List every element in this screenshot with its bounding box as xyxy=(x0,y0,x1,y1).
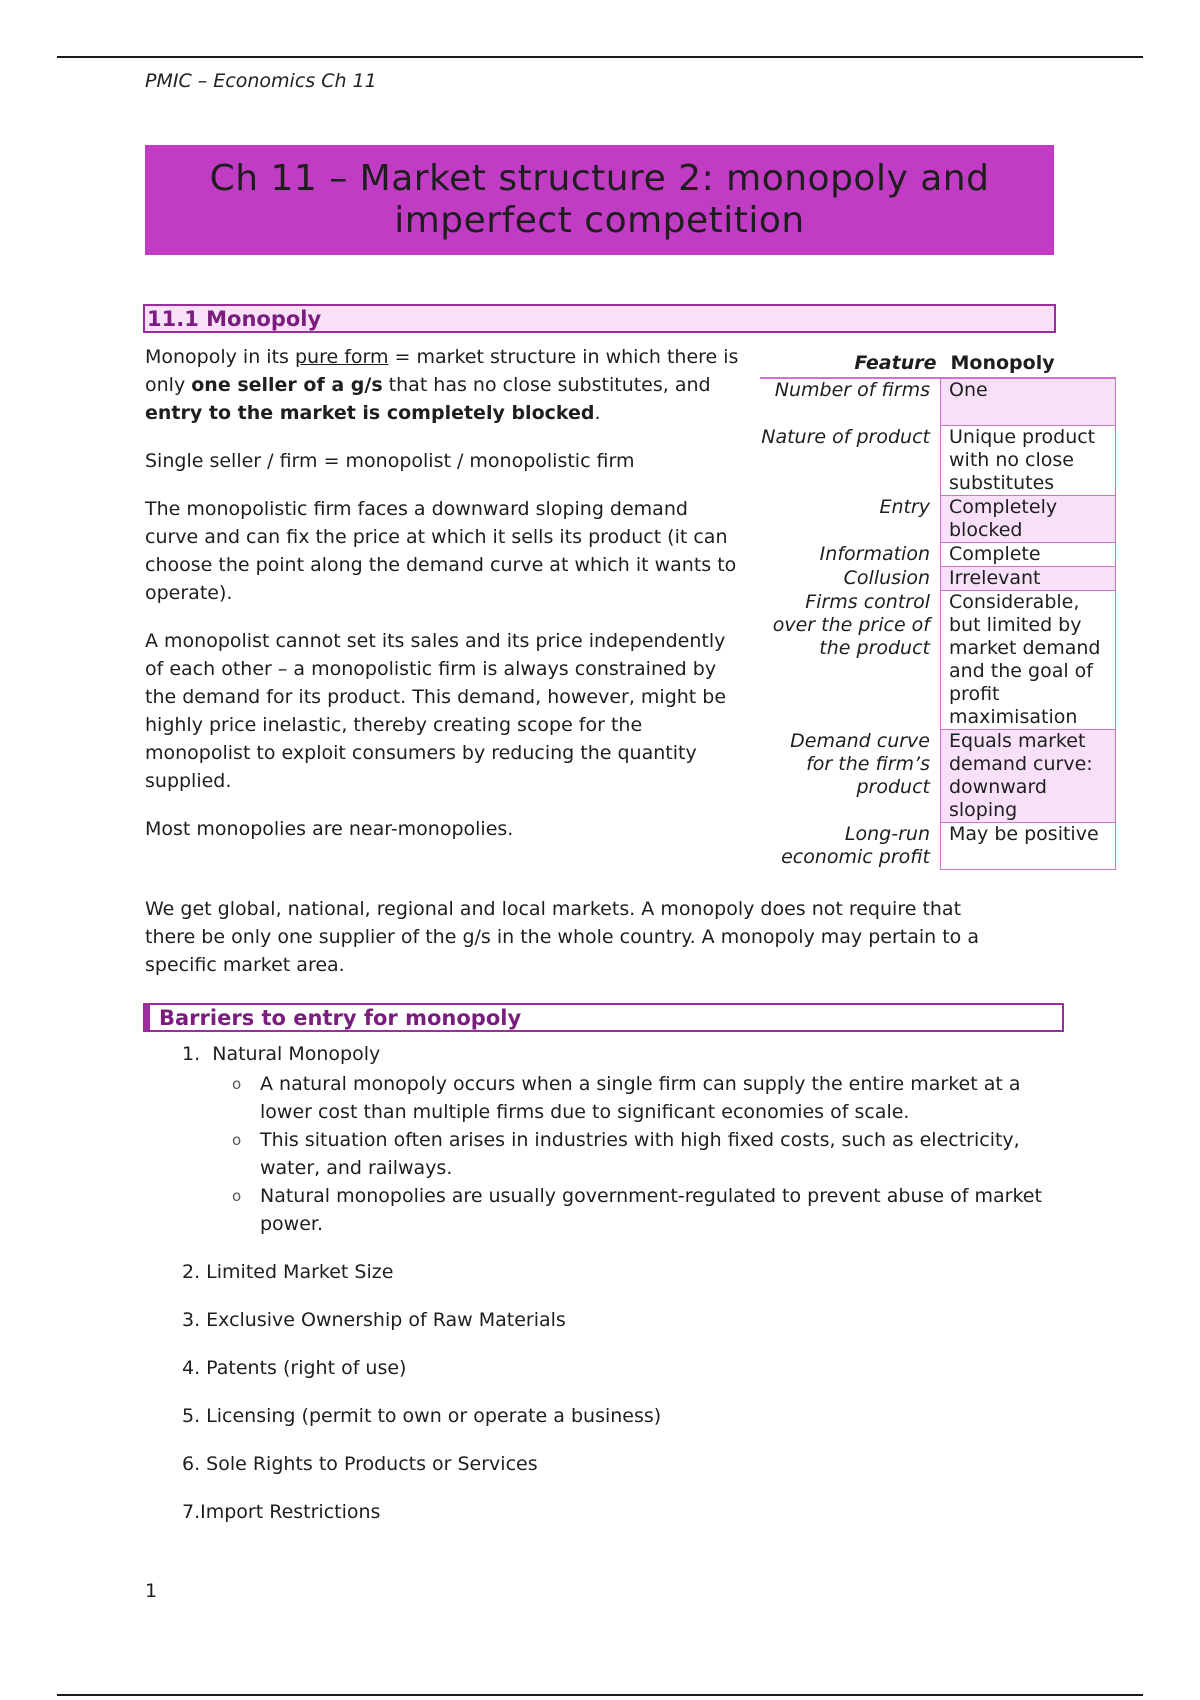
page-number: 1 xyxy=(145,1580,158,1602)
bottom-rule xyxy=(57,1694,1143,1696)
list-item: 2. Limited Market Size xyxy=(182,1261,394,1283)
table-row: Collusion Irrelevant xyxy=(760,567,1116,591)
list-item: 3. Exclusive Ownership of Raw Materials xyxy=(182,1309,566,1331)
list-item: 6. Sole Rights to Products or Services xyxy=(182,1453,538,1475)
paragraph-demand-curve: The monopolistic firm faces a downward sloping demand curve and can fix the price at which it sells its product (it can choose the point along the demand curve at which it wants to operate). xyxy=(145,498,737,604)
list-item: 1. Natural Monopoly xyxy=(182,1043,381,1065)
list-item: 5. Licensing (permit to own or operate a business) xyxy=(182,1405,662,1427)
table-row: Nature of product Unique product with no close substitutes xyxy=(760,426,1116,496)
section-heading-11-1: 11.1 Monopoly xyxy=(143,304,1056,333)
list-item: o A natural monopoly occurs when a single firm can supply the entire market at a lower cost than multiple firms due to significant economies of scale. xyxy=(182,1070,1062,1126)
natural-monopoly-sublist xyxy=(182,1070,1062,1238)
table-row: Firms control over the price of the product Considerable, but limited by market demand and the goal of profit maximisation xyxy=(760,591,1116,730)
chapter-title: Ch 11 – Market structure 2: monopoly and imperfect competition xyxy=(209,158,990,241)
table-header-monopoly: Monopoly xyxy=(941,352,1116,378)
table-row: Demand curve for the firm’s product Equals market demand curve: downward sloping xyxy=(760,730,1116,823)
list-item: 4. Patents (right of use) xyxy=(182,1357,407,1379)
bullet-circle-icon: o xyxy=(232,1131,242,1149)
chapter-title-banner xyxy=(145,145,1054,255)
table-row: Entry Completely blocked xyxy=(760,496,1116,543)
table-row: Long-run economic profit May be positive xyxy=(760,823,1116,870)
paragraph-near-monopolies: Most monopolies are near-monopolies. xyxy=(145,818,514,840)
running-header: PMIC – Economics Ch 11 xyxy=(145,70,377,92)
bullet-circle-icon: o xyxy=(232,1187,242,1205)
paragraph-definition: Monopoly in its pure form = market structure in which there is only one seller of a g/s that has no close substitutes, and entry to the market is completely blocked. xyxy=(145,346,739,424)
list-item: o This situation often arises in industries with high fixed costs, such as electricity, water, and railways. xyxy=(182,1126,1062,1182)
monopoly-feature-table xyxy=(760,352,1116,870)
bullet-circle-icon: o xyxy=(232,1075,242,1093)
paragraph-constraint: A monopolist cannot set its sales and its price independently of each other – a monopolistic firm is always constrained by the demand for its product. This demand, however, might be highly price inelastic, thereby creating scope for the monopolist to exploit consumers by reducing the quantity supplied. xyxy=(145,630,727,792)
monopoly-body-text xyxy=(145,343,745,863)
table-header-feature: Feature xyxy=(760,352,941,378)
paragraph-markets: We get global, national, regional and local markets. A monopoly does not require that there be only one supplier of the g/s in the whole country. A monopoly may pertain to a specific market area. xyxy=(145,898,979,976)
table-row: Information Complete xyxy=(760,543,1116,567)
list-item: o Natural monopolies are usually government-regulated to prevent abuse of market power. xyxy=(182,1182,1062,1238)
paragraph-single-seller: Single seller / firm = monopolist / monopolistic firm xyxy=(145,450,635,472)
top-rule xyxy=(57,56,1143,58)
barriers-list xyxy=(182,1040,1062,1526)
table-row: Number of firms One xyxy=(760,378,1116,426)
list-item: 7.Import Restrictions xyxy=(182,1501,381,1523)
section-heading-barriers: Barriers to entry for monopoly xyxy=(143,1003,1064,1032)
